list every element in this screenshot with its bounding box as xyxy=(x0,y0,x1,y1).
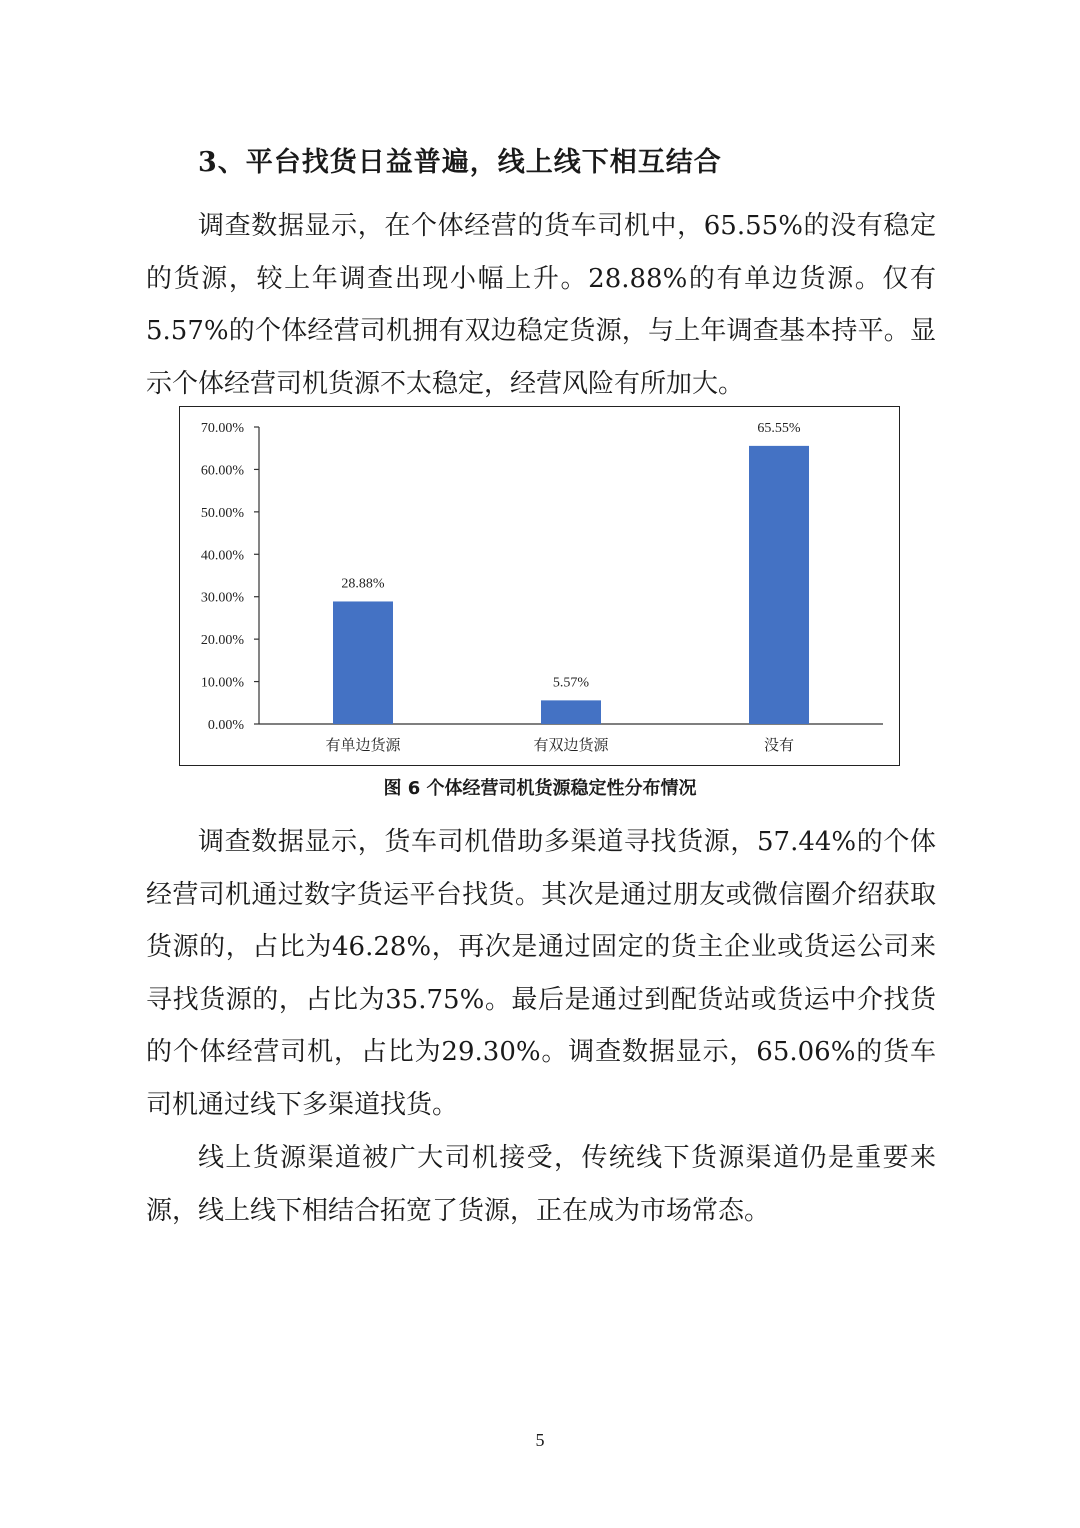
bar-chart-svg xyxy=(180,407,901,767)
y-tick-label: 20.00% xyxy=(200,633,244,649)
y-tick-label: 30.00% xyxy=(200,590,244,606)
y-tick-label: 0.00% xyxy=(207,718,244,733)
bar-data-label: 65.55% xyxy=(757,420,801,436)
page-number: 5 xyxy=(535,1430,545,1450)
paragraph-source-stability: 调查数据显示，在个体经营的货车司机中，65.55%的没有稳定的货源，较上年调查出现小幅上升。28.88%的有单边货源。仅有5.57%的个体经营司机拥有双边稳定货源，与上年调查基本持平。显示个体经营司机货源不太稳定，经营风险有所加大。 xyxy=(146,211,936,399)
y-tick-label: 70.00% xyxy=(200,421,244,436)
bar-chart xyxy=(179,406,900,766)
y-tick-label: 60.00% xyxy=(200,463,244,479)
bar-data-label: 5.57% xyxy=(552,675,590,691)
paragraph-source-channels: 调查数据显示，货车司机借助多渠道寻找货源，57.44%的个体经营司机通过数字货运平台找货。其次是通过朋友或微信圈介绍获取货源的，占比为46.28%，再次是通过固定的货主企业或货运公司来寻找货源的，占比为35.75%。最后是通过到配货站或货运中介找货的个体经营司机，占比为29.30%。调查数据显示，65.06%的货车司机通过线下多渠道找货。 xyxy=(146,827,936,1120)
bar-data-label: 28.88% xyxy=(341,576,385,592)
y-tick-label: 50.00% xyxy=(200,505,244,521)
x-category-label: 没有 xyxy=(763,736,795,754)
bar xyxy=(333,601,393,724)
paragraph-online-offline: 线上货源渠道被广大司机接受，传统线下货源渠道仍是重要来源，线上线下相结合拓宽了货源，正在成为市场常态。 xyxy=(146,1143,936,1226)
bar xyxy=(749,446,809,724)
y-tick-label: 40.00% xyxy=(200,548,244,564)
chart-caption: 图 6 个体经营司机货源稳定性分布情况 xyxy=(383,778,697,799)
x-category-label: 有单边货源 xyxy=(325,736,401,754)
x-category-label: 有双边货源 xyxy=(533,736,609,754)
y-tick-label: 10.00% xyxy=(200,675,244,691)
bar xyxy=(541,700,601,724)
section-heading: 3、平台找货日益普遍，线上线下相互结合 xyxy=(198,147,722,178)
